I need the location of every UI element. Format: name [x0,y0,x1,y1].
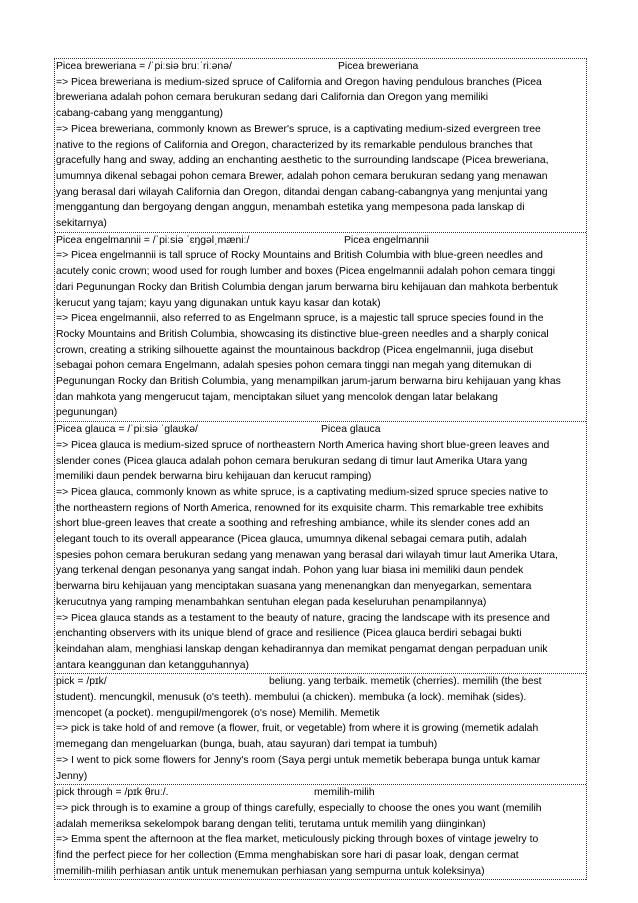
definition-line: => Picea breweriana, commonly known as Brewer's spruce, is a captivating medium-sized evergreen tree [56,123,541,135]
definition-line: the northeastern regions of North America, renowned for its exquisite charm. This remarkable tree exhibits [56,502,544,514]
headword-pronunciation: pick = /pɪk/ [56,676,107,688]
headword-pronunciation: Picea engelmannii = /ˈpiːsiə ˈɛŋgəlˌmæniː/ [56,234,250,246]
headword-pronunciation: pick through = /pɪk θruː/. [56,787,169,799]
headword-translation: Picea breweriana [338,61,419,72]
definition-line: memilih-milih perhiasan antik untuk menemukan perhiasan yang sempurna untuk koleksinya) [56,865,485,877]
vocabulary-entry [55,59,586,233]
definition-line: elegant touch to its overall appearance (Picea glauca, umumnya dikenal sebagai cemara putih, adalah [56,534,527,546]
definition-line: => pick through is to examine a group of things carefully, especially to choose the ones you want (memilih [56,802,542,814]
definition-line: short blue-green leaves that create a soothing and refreshing ambiance, while its slender cones add an [56,518,530,530]
definition-line: memiliki daun pendek berwarna biru kehijauan dan kerucut ramping) [56,471,372,483]
definition-line: yang berasal dari wilayah California dan Oregon, ditandai dengan cabang-cabangnya yang menjuntai yang [56,186,548,198]
definition-line: => I went to pick some flowers for Jenny's room (Saya pergi untuk memetik beberapa bunga untuk kamar [56,754,541,766]
definition-line: => Picea glauca is medium-sized spruce of northeastern North America having short blue-green leaves and [56,439,550,451]
definition-line: adalah memeriksa sekelompok barang dengan teliti, terutama untuk memilih yang diinginkan) [56,818,486,830]
definition-line: => Picea engelmannii is tall spruce of Rocky Mountains and British Columbia with blue-green needles and [56,250,543,262]
headword-translation: beliung. yang terbaik. memetik (cherries). memilih (the best [269,676,542,688]
headword-pronunciation: Picea glauca = /ˈpiːsiə ˈglaʊkə/ [56,424,198,436]
definition-line: sekitarnya) [56,218,107,230]
vocabulary-entry [55,785,586,880]
definition-line: mencopet (a pocket). mengupil/mengorek (o's nose) Memilih. Memetik [56,707,380,719]
headword-translation: Picea engelmannii [344,234,429,246]
definition-line: => Picea engelmannii, also referred to as Engelmann spruce, is a majestic tall spruce species found in the [56,313,544,325]
definition-line: keindahan alam, menghiasi lanskap dengan kehadirannya dan memikat pengamat dengan perpaduan unik [56,643,548,655]
definition-line: Pegunungan Rocky dan British Columbia, yang menampilkan jarum-jarum berwarna biru kehijauan yang khas [56,376,561,388]
definition-line: => Emma spent the afternoon at the flea market, meticulously picking through boxes of vintage jewelry to [56,834,539,846]
definition-line: umumnya dikenal sebagai pohon cemara Brewer, adalah pohon cemara berukuran sedang yang menawan [56,170,548,182]
definition-line: student). mencungkil, menusuk (o's teeth). membului (a chicken). membuka (a lock). memihak (sides). [56,692,527,704]
definition-line: find the perfect piece for her collection (Emma menghabiskan sore hari di pasar loak, dengan cermat [56,850,519,862]
definition-line: cabang-cabang yang menggantung) [56,108,223,120]
definition-line: berwarna biru kehijauan yang menciptakan suasana yang menenangkan dan menyegarkan, sementara [56,581,532,593]
headword-translation: Picea glauca [321,424,381,436]
definition-line: breweriana adalah pohon cemara berukuran sedang dari California dan Oregon yang memiliki [56,92,489,104]
definition-line: native to the regions of California and Oregon, characterized by its remarkable pendulous branches that [56,139,533,151]
definition-line: kerucutnya yang ramping menambahkan sentuhan elegan pada keseluruhan penampilannya) [56,596,487,608]
definition-line: spesies pohon cemara berukuran sedang yang menawan yang berasal dari wilayah timur laut Amerika Utara, [56,549,558,561]
vocabulary-document [54,58,587,880]
definition-line: dari Pegunungan Rocky dan British Columbia dengan jarum berwarna biru kehijauan dan mahkota berbentuk [56,281,558,293]
definition-line: sebagai pohon cemara Engelmann, adalah spesies pohon cemara tinggi nan megah yang ditemukan di [56,360,532,372]
headword-translation: memilih-milih [314,787,375,799]
vocabulary-entry [55,674,586,785]
entry-header [56,233,585,249]
definition-line: gracefully hang and sway, adding an enchanting aesthetic to the surrounding landscape (Picea breweriana, [56,155,549,167]
definition-line: enchanting observers with its unique blend of grace and resilience (Picea glauca berdiri sebagai bukti [56,628,522,640]
definition-line: pegunungan) [56,407,118,419]
definition-line: antara keanggunan dan ketangguhannya) [56,659,249,671]
definition-line: => Picea glauca stands as a testament to the beauty of nature, gracing the landscape with its presence and [56,612,550,624]
definition-line: Rocky Mountains and British Columbia, showcasing its distinctive blue-green needles and a sharply conical [56,328,549,340]
entry-header [56,59,585,75]
vocabulary-entry [55,422,586,674]
definition-line: => pick is take hold of and remove (a flower, fruit, or vegetable) from where it is growing (memetik adalah [56,723,539,735]
definition-line: Jenny) [56,770,88,782]
definition-line: dan mahkota yang mengerucut tajam, menciptakan siluet yang mencolok dengan latar belakang [56,391,498,403]
headword-pronunciation: Picea breweriana = /ˈpiːsiə bruːˈriːənə/ [56,61,232,72]
definition-line: => Picea glauca, commonly known as white spruce, is a captivating medium-sized spruce species native to [56,486,549,498]
definition-line: slender cones (Picea glauca adalah pohon cemara berukuran sedang di timur laut Amerika Utara yang [56,455,528,467]
entry-header [56,674,585,690]
definition-line: menggantung dan bergoyang dengan anggun, menambah estetika yang mempesona pada lanskap di [56,202,525,214]
entry-header [56,785,585,801]
definition-line: crown, creating a striking silhouette against the mountainous backdrop (Picea engelmannii, juga disebut [56,344,534,356]
vocabulary-entry [55,233,586,422]
definition-line: memegang dan mengeluarkan (bunga, buah, atau sayuran) dari tempat ia tumbuh) [56,739,438,751]
definition-line: kerucut yang tajam; kayu yang digunakan untuk kayu kasar dan kotak) [56,297,381,309]
definition-line: => Picea breweriana is medium-sized spruce of California and Oregon having pendulous branches (Picea [56,76,542,88]
definition-line: yang terkenal dengan pesonanya yang sangat indah. Pohon yang luar biasa ini memiliki daun pendek [56,565,524,577]
entry-header [56,422,585,438]
definition-line: acutely conic crown; wood used for rough lumber and boxes (Picea engelmannii adalah pohon cemara tinggi [56,266,556,278]
